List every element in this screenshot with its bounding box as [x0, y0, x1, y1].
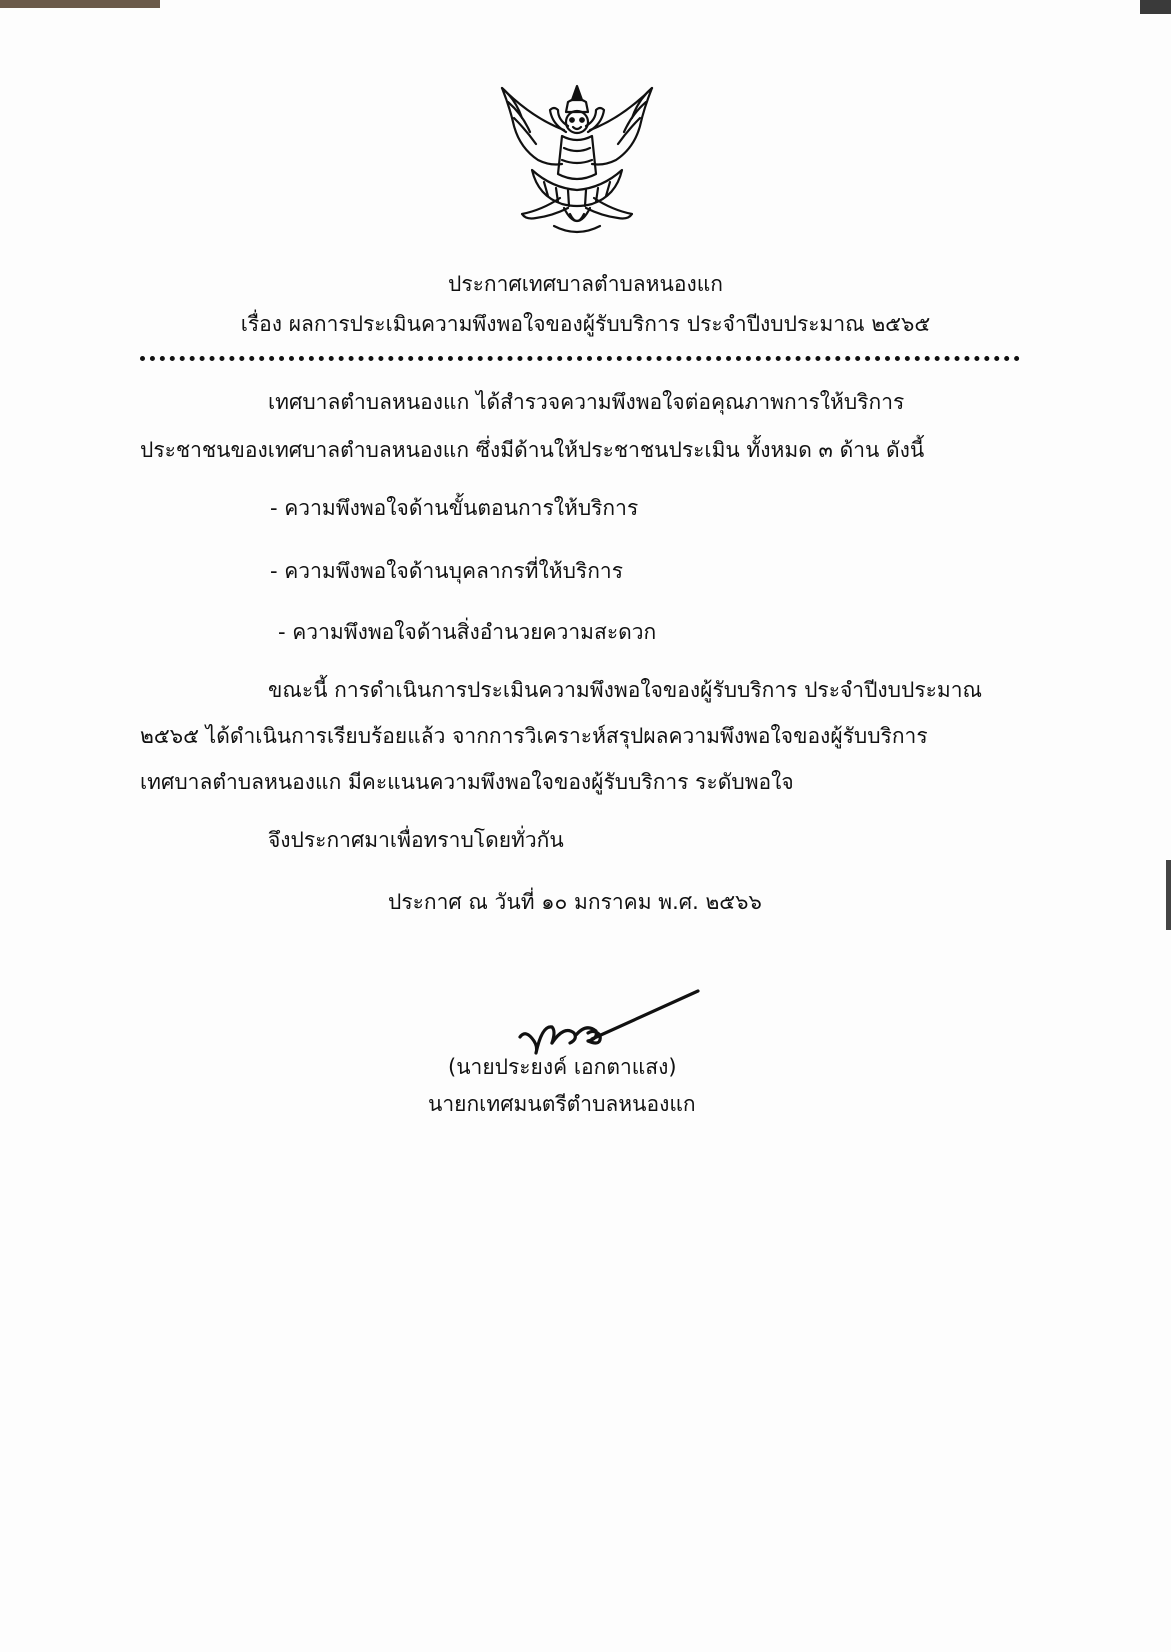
closing-statement: จึงประกาศมาเพื่อทราบโดยทั่วกัน — [268, 828, 564, 852]
paragraph-2-line-2: ๒๕๖๕ ได้ดำเนินการเรียบร้อยแล้ว จากการวิเคราะห์สรุปผลความพึงพอใจของผู้รับบริการ — [140, 724, 928, 748]
garuda-emblem-icon — [492, 78, 662, 240]
announcement-subject: เรื่อง ผลการประเมินความพึงพอใจของผู้รับบริการ ประจำปีงบประมาณ ๒๕๖๕ — [240, 312, 931, 336]
scan-edge — [0, 0, 160, 8]
signatory-name: (นายประยงค์ เอกตาแสง) — [448, 1055, 677, 1079]
paragraph-1-line-1: เทศบาลตำบลหนองแก ได้สำรวจความพึงพอใจต่อคุณภาพการให้บริการ — [268, 390, 905, 414]
list-item: - ความพึงพอใจด้านบุคลากรที่ให้บริการ — [270, 559, 623, 583]
dotted-divider — [140, 356, 1020, 367]
scan-edge — [1140, 0, 1171, 14]
scan-edge — [1166, 860, 1171, 930]
list-item: - ความพึงพอใจด้านสิ่งอำนวยความสะดวก — [278, 620, 657, 644]
announcement-title: ประกาศเทศบาลตำบลหนองแก — [447, 272, 723, 296]
announcement-date: ประกาศ ณ วันที่ ๑๐ มกราคม พ.ศ. ๒๕๖๖ — [388, 890, 762, 914]
paragraph-2-line-1: ขณะนี้ การดำเนินการประเมินความพึงพอใจของผู้รับบริการ ประจำปีงบประมาณ — [268, 678, 982, 702]
list-item: - ความพึงพอใจด้านขั้นตอนการให้บริการ — [270, 496, 639, 520]
paragraph-1-line-2: ประชาชนของเทศบาลตำบลหนองแก ซึ่งมีด้านให้ประชาชนประเมิน ทั้งหมด ๓ ด้าน ดังนี้ — [140, 438, 925, 462]
paragraph-2-line-3: เทศบาลตำบลหนองแก มีคะแนนความพึงพอใจของผู้รับบริการ ระดับพอใจ — [140, 770, 794, 794]
signatory-position: นายกเทศมนตรีตำบลหนองแก — [428, 1092, 696, 1116]
